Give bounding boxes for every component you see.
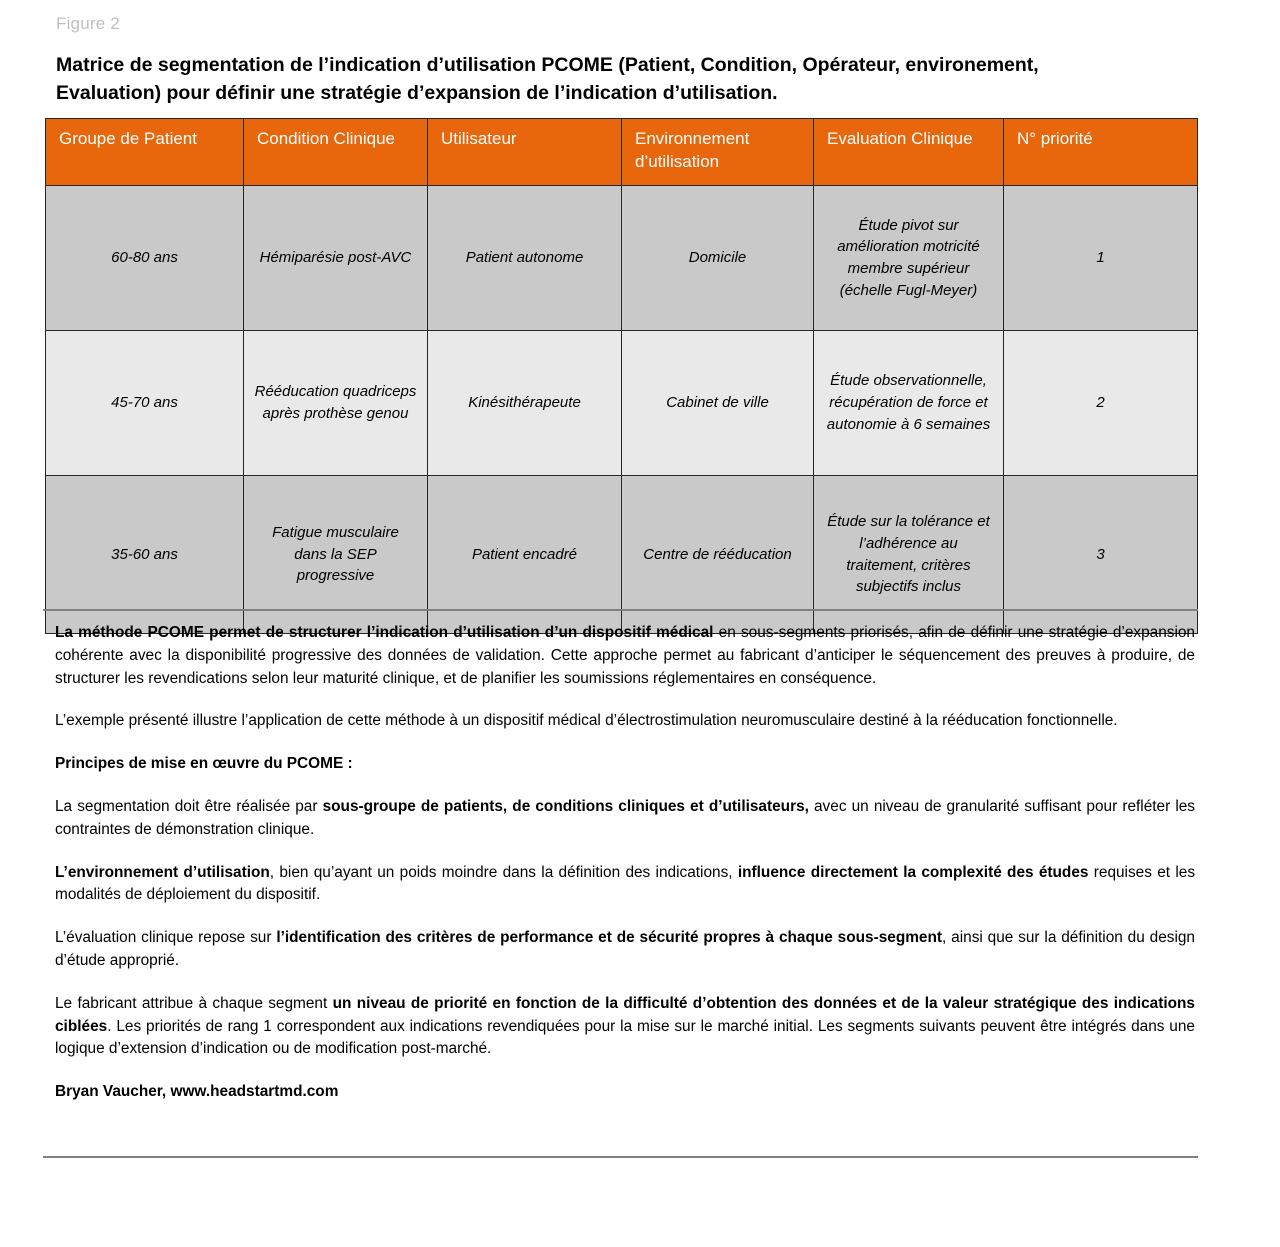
paragraph-7-bold: un niveau de priorité en fonction de la difficulté d’obtention des données et de la valeur stratégique des indications ciblées bbox=[55, 994, 1195, 1035]
table-header-row bbox=[46, 119, 1198, 186]
cell-environment: Cabinet de ville bbox=[622, 331, 814, 476]
cell-patient-group: 60-80 ans bbox=[46, 186, 244, 331]
paragraph-7-post: . Les priorités de rang 1 correspondent aux indications revendiquées pour la mise sur le marché initial. Les segments suivants peuvent être intégrés dans une logique d’extension d’indication ou de modification post-marché. bbox=[55, 1017, 1195, 1058]
cell-clinical-condition: Hémiparésie post-AVC bbox=[244, 186, 428, 331]
paragraph-1-rest: en sous-segments priorisés, afin de définir une stratégie d’expansion cohérente avec la disponibilité progressive des données de validation. Cette approche permet au fabricant d’anticiper le séquencement des preuves à produire, de structurer les revendications selon leur maturité clinique, et de planifier les soumissions réglementaires en conséquence. bbox=[55, 624, 1195, 687]
divider-top bbox=[43, 609, 1198, 611]
cell-priority: 3 bbox=[1004, 476, 1198, 634]
paragraph-methode-pcome bbox=[55, 622, 1195, 690]
paragraph-6-pre: L’évaluation clinique repose sur bbox=[55, 929, 277, 947]
cell-clinical-evaluation: Étude sur la tolérance et l’adhérence au traitement, critères subjectifs inclus bbox=[814, 476, 1004, 634]
column-header-groupe-de-patient: Groupe de Patient bbox=[46, 119, 244, 186]
paragraph-5-post: requises et les modalités de déploiement du dispositif. bbox=[55, 863, 1196, 904]
cell-user: Kinésithérapeute bbox=[428, 331, 622, 476]
cell-user: Patient autonome bbox=[428, 186, 622, 331]
figure-label: Figure 2 bbox=[56, 14, 120, 33]
byline: Bryan Vaucher, www.headstartmd.com bbox=[55, 1083, 339, 1101]
column-header-numero-priorite: N° priorité bbox=[1004, 119, 1198, 186]
pcome-segmentation-table bbox=[45, 118, 1198, 634]
divider-bottom bbox=[43, 1156, 1198, 1158]
figure-title: Matrice de segmentation de l’indication d’utilisation PCOME (Patient, Condition, Opérateur, environement, Evaluation) pour définir une stratégie d’expansion de l’indication d’utilisation. bbox=[56, 54, 1039, 104]
column-header-environnement-utilisation: Environnement d’utilisation bbox=[622, 119, 814, 186]
paragraph-6-bold: l’identification des critères de performance et de sécurité propres à chaque sous-segment bbox=[276, 929, 943, 947]
table-header bbox=[46, 119, 1198, 186]
paragraph-5-bold-1: L’environnement d’utilisation bbox=[55, 863, 270, 881]
paragraph-5-mid: , bien qu’ayant un poids moindre dans la définition des indications, bbox=[269, 863, 738, 881]
cell-priority: 1 bbox=[1004, 186, 1198, 331]
paragraph-priorite bbox=[55, 993, 1195, 1061]
cell-environment: Domicile bbox=[622, 186, 814, 331]
cell-clinical-condition: Rééducation quadriceps après prothèse genou bbox=[244, 331, 428, 476]
paragraph-6-post: , ainsi que sur la définition du design d’étude approprié. bbox=[55, 929, 1195, 969]
paragraph-exemple: L’exemple présenté illustre l’application de cette méthode à un dispositif médical d’électrostimulation neuromusculaire destiné à la rééducation fonctionnelle. bbox=[55, 712, 1118, 730]
table-row bbox=[46, 186, 1198, 331]
cell-patient-group: 35-60 ans bbox=[46, 476, 244, 634]
paragraph-7-pre: Le fabricant attribue à chaque segment bbox=[55, 994, 333, 1012]
column-header-utilisateur: Utilisateur bbox=[428, 119, 622, 186]
cell-priority: 2 bbox=[1004, 331, 1198, 476]
paragraph-segmentation bbox=[55, 796, 1195, 842]
cell-patient-group: 45-70 ans bbox=[46, 331, 244, 476]
column-header-evaluation-clinique: Evaluation Clinique bbox=[814, 119, 1004, 186]
cell-user: Patient encadré bbox=[428, 476, 622, 634]
paragraph-1-lead-bold: La méthode PCOME permet de structurer l’indication d’utilisation d’un dispositif médical bbox=[55, 624, 714, 641]
paragraph-evaluation-clinique bbox=[55, 927, 1195, 973]
paragraph-5-bold-2: influence directement la complexité des études bbox=[737, 863, 1089, 881]
body-text-block bbox=[55, 622, 1195, 1104]
cell-clinical-condition: Fatigue musculaire dans la SEP progressive bbox=[244, 476, 428, 634]
paragraph-4-post: avec un niveau de granularité suffisant pour refléter les contraintes de démonstration clinique. bbox=[55, 797, 1195, 838]
paragraph-4-pre: La segmentation doit être réalisée par bbox=[55, 797, 323, 815]
paragraph-4-bold: sous-groupe de patients, de conditions cliniques et d’utilisateurs, bbox=[322, 797, 809, 815]
table-row bbox=[46, 331, 1198, 476]
paragraph-environnement bbox=[55, 862, 1195, 908]
column-header-condition-clinique: Condition Clinique bbox=[244, 119, 428, 186]
cell-clinical-evaluation: Étude observationnelle, récupération de force et autonomie à 6 semaines bbox=[814, 331, 1004, 476]
cell-clinical-evaluation: Étude pivot sur amélioration motricité membre supérieur (échelle Fugl-Meyer) bbox=[814, 186, 1004, 331]
paragraph-principes-heading: Principes de mise en œuvre du PCOME : bbox=[55, 755, 353, 773]
table-body bbox=[46, 186, 1198, 634]
cell-environment: Centre de rééducation bbox=[622, 476, 814, 634]
